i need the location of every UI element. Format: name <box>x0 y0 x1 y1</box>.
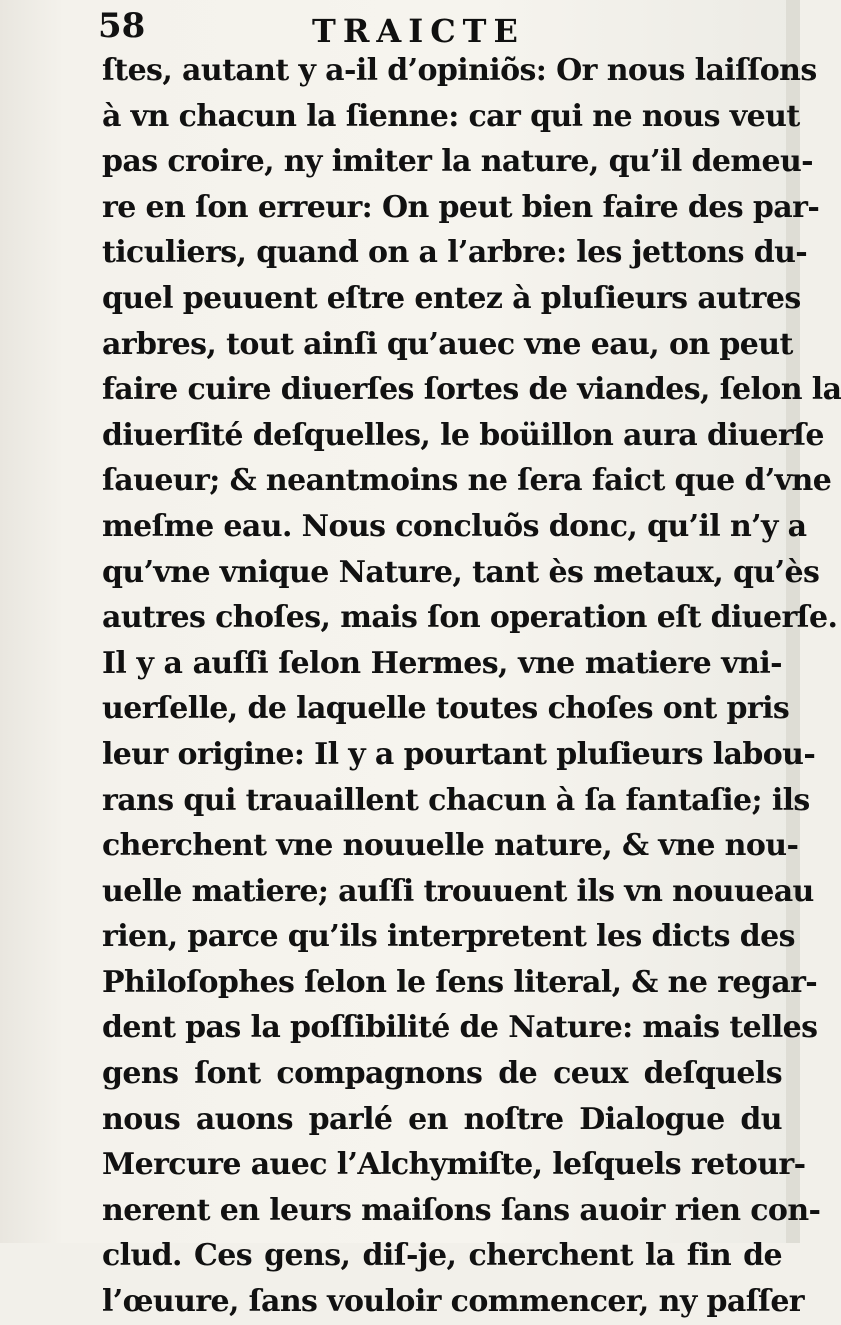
text-line: cherchent vne nouuelle nature, & vne nou- <box>102 828 799 864</box>
page-number: 58 <box>98 6 146 46</box>
text-line: re en ſon erreur: On peut bien faire des par- <box>102 189 820 225</box>
text-line: Il y a auſſi ſelon Hermes, vne matiere vni- <box>102 645 782 681</box>
text-line: faire cuire diuerſes ſortes de viandes, ſelon la <box>102 372 841 408</box>
text-line: diuerſité deſquelles, le boüillon aura diuerſe <box>102 417 824 453</box>
text-line: nous auons parlé en noſtre Dialogue du <box>102 1101 782 1137</box>
text-line: pas croire, ny imiter la nature, qu’il demeu- <box>102 144 814 180</box>
text-line: à vn chacun la ſienne: car qui ne nous veut <box>102 98 800 134</box>
text-line: autres choſes, mais ſon operation eſt diuerſe. <box>102 600 838 636</box>
text-line: clud. Ces gens, diſ-je, cherchent la fin de <box>102 1238 782 1274</box>
text-line: ticuliers, quand on a l’arbre: les jettons du- <box>102 235 808 271</box>
text-line: nerent en leurs maiſons ſans auoir rien con- <box>102 1192 821 1228</box>
text-line: rien, parce qu’ils interpretent les dicts des <box>102 919 795 955</box>
text-line: uerſelle, de laquelle toutes choſes ont pris <box>102 691 790 727</box>
text-line: qu’vne vnique Nature, tant ès metaux, qu’ès <box>102 554 820 590</box>
text-line: leur origine: Il y a pourtant pluſieurs labou- <box>102 736 816 772</box>
text-line: meſme eau. Nous concluõs donc, qu’il n’y a <box>102 508 807 544</box>
text-line: l’œuure, ſans vouloir commencer, ny paſſer <box>102 1284 805 1320</box>
text-line: ſaueur; & neantmoins ne ſera faict que d’vne <box>102 463 832 499</box>
running-head: TRAICTE <box>312 12 525 50</box>
text-line: Mercure auec l’Alchymiſte, leſquels retour- <box>102 1147 806 1183</box>
text-line: ſtes, autant y a-il d’opiniõs: Or nous laiſſons <box>102 53 817 88</box>
body-text <box>102 48 841 1325</box>
text-line: quel peuuent eſtre entez à pluſieurs autres <box>102 280 801 316</box>
text-line: rans qui trauaillent chacun à ſa fantaſie; ils <box>102 782 810 818</box>
text-line: arbres, tout ainſi qu’auec vne eau, on peut <box>102 326 793 362</box>
text-line: Philoſophes ſelon le ſens literal, & ne regar- <box>102 964 818 1000</box>
text-line: gens ſont compagnons de ceux deſquels <box>102 1056 782 1092</box>
text-line: uelle matiere; auſſi trouuent ils vn nouueau <box>102 873 814 909</box>
text-line: dent pas la poſſibilité de Nature: mais telles <box>102 1010 818 1046</box>
